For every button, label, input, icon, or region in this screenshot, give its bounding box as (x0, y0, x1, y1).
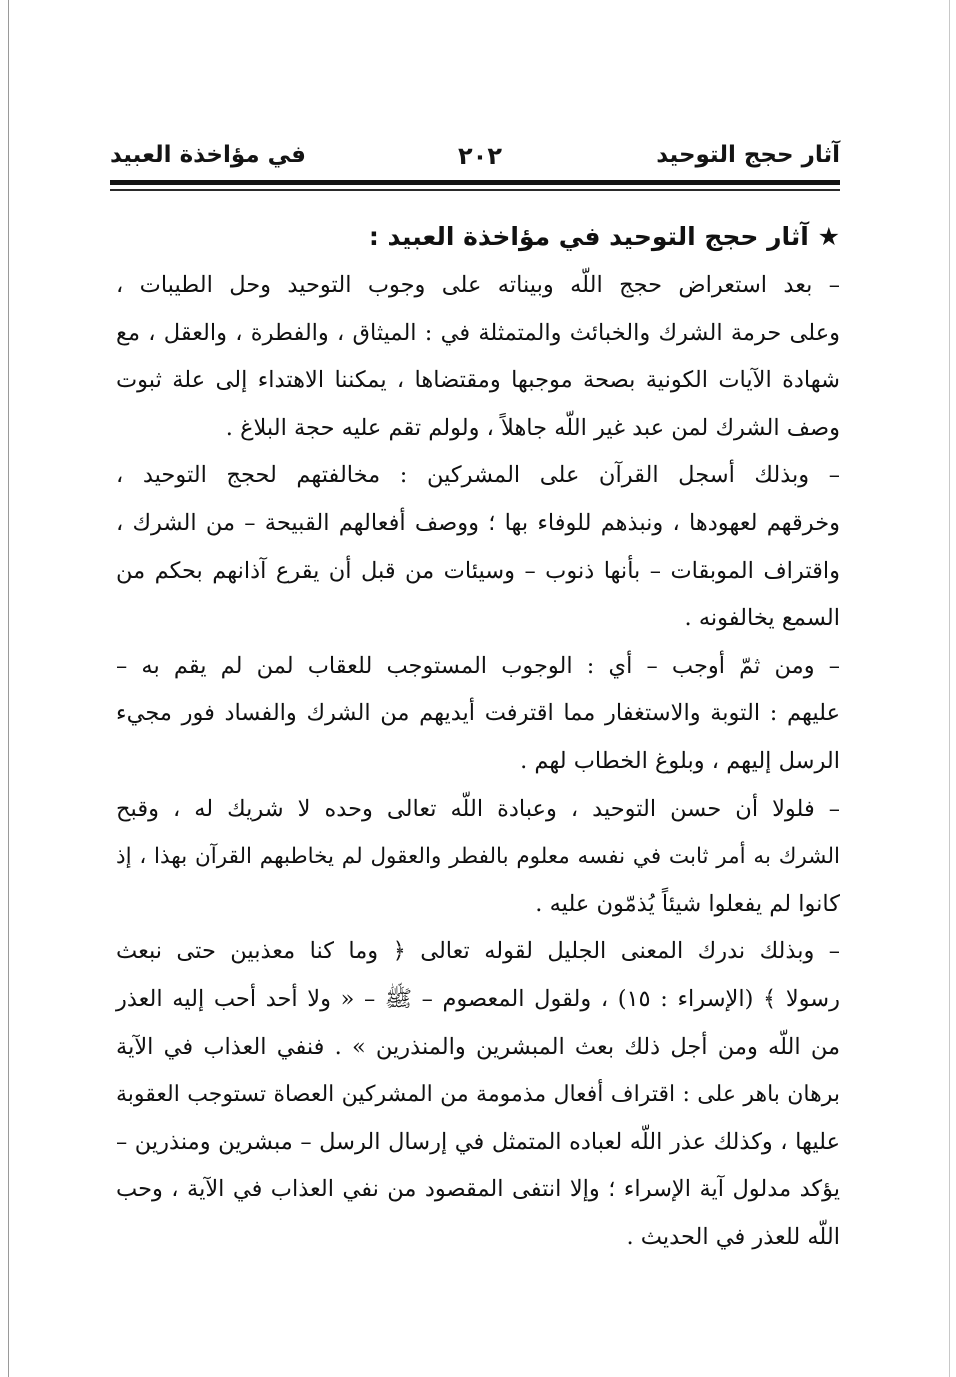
text-line: يؤكد مدلول آية الإسراء ؛ وإلا انتفى المقصود من نفي العذاب في الآية ، وحب (116, 1176, 840, 1203)
text-line: رسولا ﴾ (الإسراء : ١٥) ، ولقول المعصوم – ﷺ – « ولا أحد أحب إليه العذر (116, 985, 840, 1012)
text-line: السمع يخالفونه . (684, 605, 840, 632)
text-line: الشرك به أمر ثابت في نفسه معلوم بالفطر والعقول لم يخاطبهم القرآن بهذا ، إذ (116, 844, 840, 870)
text-line: – وبذلك ندرك المعنى الجليل لقوله تعالى ﴿ وما كنا معذبين حتى نبعث (116, 938, 840, 965)
text-line: وصف الشرك لمن عبد غير اللّه جاهلاً ، ولولم تقم عليه حجة البلاغ . (225, 414, 840, 441)
header-rule-thick (110, 180, 840, 185)
header-rule-thin (110, 189, 840, 191)
text-line: وعلى حرمة الشرك والخبائث والمتمثلة في : الميثاق ، والفطرة ، والعقل ، مع (116, 319, 840, 346)
paragraph (116, 643, 840, 786)
body-text (116, 262, 840, 1261)
paragraph (116, 786, 840, 929)
text-line: واقتراف الموبقات – بأنها ذنوب – وسيئات من قبل أن يقرع آذانهم بحكم من (116, 557, 840, 584)
text-line: عليها ، وكذلك عذر اللّه لعباده المتمثل في إرسال الرسل – مبشرين ومنذرين – (116, 1128, 840, 1155)
text-line: – بعد استعراض حجج اللّه وبيناته على وجوب التوحيد وحل الطيبات ، (116, 272, 840, 298)
text-line: الرسل إليهم ، وبلوغ الخطاب لهم . (520, 747, 840, 774)
text-line: – ومن ثمّ أوجب – أي : الوجوب المستوجب للعقاب لمن لم يقم به – (116, 652, 840, 679)
paragraph (116, 928, 840, 1261)
page-number: ٢٠٢ (458, 142, 502, 170)
text-line: كانوا لم يفعلوا شيئاً يُذمّون عليه . (535, 890, 840, 917)
text-line: شهادة الآيات الكونية بصحة موجبها ومقتضاها ، يمكننا الاهتداء إلى علة ثبوت (116, 367, 840, 394)
running-header (110, 138, 840, 178)
header-book-title: آثار حجج التوحيد (656, 142, 840, 168)
text-line: – فلولا أن حسن التوحيد ، وعبادة اللّه تعالى وحده لا شريك له ، وقبح (116, 795, 840, 822)
section-heading: ★ آثار حجج التوحيد في مؤاخذة العبيد : (368, 222, 840, 251)
text-line: من اللّه ومن أجل ذلك بعث المبشرين والمنذرين » . فنفي العذاب في الآية (116, 1033, 840, 1060)
text-line: وخرقهم لعهودها ، ونبذهم للوفاء بها ؛ ووصف أفعالهم القبيحة – من الشرك ، (116, 509, 840, 536)
header-chapter-title: في مؤاخذة العبيد (110, 142, 306, 168)
text-line: عليهم : التوبة والاستغفار مما اقترفت أيديهم من الشرك والفساد فور مجيء (116, 700, 840, 727)
paragraph (116, 452, 840, 642)
text-line: برهان باهر على : اقتراف أفعال مذمومة من المشركين العصاة تستوجب العقوبة (116, 1082, 840, 1108)
paragraph (116, 262, 840, 452)
text-line: – وبذلك أسجل القرآن على المشركين : مخالفتهم لحجج التوحيد ، (116, 462, 840, 489)
text-line: اللّه للعذر في الحديث . (626, 1223, 840, 1250)
